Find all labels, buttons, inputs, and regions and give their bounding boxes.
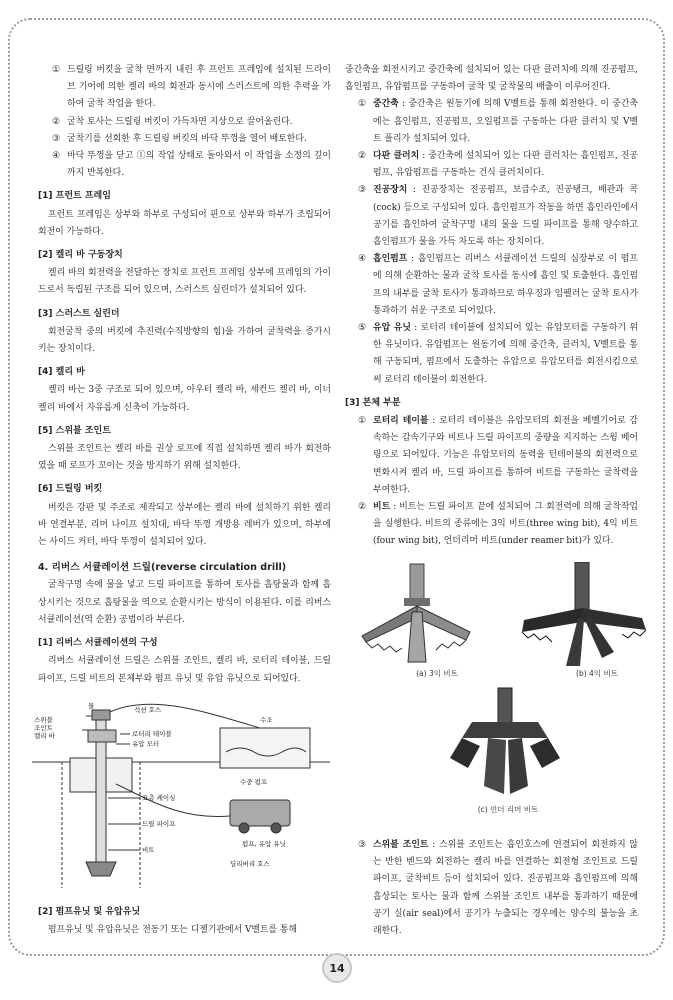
label-suction-pump: 수중 펌프 (240, 778, 268, 786)
caption-three-wing: (a) 3익 비트 (416, 669, 458, 678)
swivel-item (345, 837, 638, 940)
section-heading: [4] 켈리 바 (38, 367, 85, 378)
right-bottom (345, 837, 638, 940)
label-rotary: 로터리 테이블 (132, 730, 172, 738)
label-joint: 조인트 (34, 724, 53, 732)
label-water: 물 (88, 702, 95, 710)
suction-hose-line (110, 704, 260, 728)
section-heading: [1] 프런트 프레임 (38, 191, 111, 202)
rotary-table (88, 730, 116, 742)
three-wing-bit-image (362, 564, 470, 662)
list-item: ④ 바닥 뚜껑을 닫고 ①의 작업 상태로 돌아와서 이 작업을 소정의 깊이까지 반복한다. (52, 151, 331, 179)
list-item: ④ 흡인펌프 : 흡인펌프는 리버스 서큘레이션 드릴의 심장부로 이 펌프에 의해 순환하는 물과 굴착 토사를 동시에 흡인 및 토출한다. 흡인펌프의 내부를 굴착 토사가 통과하므로 하우징과 임펠러는 굴착 토사가 통과하기 쉬운 구조로 되어있다. (358, 254, 638, 316)
wheel (271, 823, 281, 833)
list-item: ① 중간축 : 중간축은 원동기에 의해 V벨트를 통해 회전한다. 이 중간축에는 흡인펌프, 진공펌프, 오일펌프를 구동하는 다판 클러치 및 V벨트 풀리가 설치되어 있다. (358, 99, 638, 144)
section-heading: [6] 드릴링 버킷 (38, 484, 103, 495)
label-swivel: 스위블 (34, 716, 53, 724)
left-bottom (38, 904, 331, 939)
label-water-tank: 수조 (260, 716, 273, 724)
pump-unit (230, 800, 290, 826)
list-item: ② 다판 클러치 : 중간축에 설치되어 있는 다판 클러치는 흡인펌프, 진공펌프, 유압펌프를 구동하는 건식 클러치이다. (358, 151, 638, 179)
section-body: 버킷은 강판 및 주조로 제작되고 상부에는 켈리 바에 설치하기 위한 켈리 바 연결부분, 리머 나이프 설치대, 바닥 뚜껑 개방용 레버가 있으며, 하부에는 사이드 커터, 바닥 뚜껑이 설치되어 있다. (38, 502, 331, 548)
pump-heading: [2] 펌프유닛 및 유압유닛 (38, 907, 141, 917)
config-heading: [1] 리버스 서큘레이션의 구성 (38, 638, 158, 649)
list-item: ③ 굴착기를 선회한 후 드릴링 버킷의 바닥 뚜껑을 열어 배토한다. (52, 133, 307, 144)
section-heading: [2] 켈리 바 구동장치 (38, 250, 123, 261)
body-items (345, 413, 638, 551)
unit-items (345, 96, 638, 388)
section-body: 스위블 조인트는 켈리 바를 권상 로프에 직접 설치하면 켈리 바가 회전하였을 때 로프가 꼬이는 것을 방지하기 위해 설치한다. (38, 444, 331, 472)
swivel-joint (92, 710, 110, 720)
label-drill-pipe: 드릴 파이프 (142, 820, 176, 828)
under-reamer-bit-image (450, 688, 560, 794)
list-item: ② 굴착 토사는 드릴링 버킷이 가득차면 지상으로 끌어올린다. (52, 116, 293, 127)
caption-four-wing: (b) 4익 비트 (576, 669, 618, 678)
left-column (38, 62, 331, 688)
config-body: 리버스 서큘레이션 드릴은 스위블 조인트, 켈리 바, 로터리 테이블, 드릴 파이프, 드릴 비트의 본체부와 펌프 유닛 및 유압 유닛으로 되어있다. (38, 656, 331, 684)
list-item: ① 로터리 테이블 : 로터리 테이블은 유압모터의 회전을 베벨기어로 감속하는 감속기구와 비트나 드릴 파이프의 중량을 지지하는 스윙 베어링으로 되어있다. 기능은 유압모터의 동력을 턴테이블의 회전력으로 변화시켜 켈리 바, 드릴 파이프를 통하여 비트를 구동하는 굴착력을 부여한다. (358, 416, 639, 495)
rcd-diagram (30, 700, 330, 890)
rcd-title: 4. 리버스 서큘레이션 드릴(reverse circulation drill) (38, 562, 287, 574)
bit-shape (86, 862, 116, 876)
list-item: ⑤ 유압 유닛 : 로터리 테이블에 설치되어 있는 유압모터를 구동하기 위한 유닛이다. 유압펌프는 원동기에 의해 중간축, 클러치, V벨트를 통해 구동되며, 펌프에서 도출하는 유압으로 유압모터를 회전시킴으로써 로터리 테이블이 회전한다. (358, 323, 638, 385)
section-heading: [5] 스위블 조인트 (38, 425, 111, 436)
section-body: 켈리 바의 회전력을 전달하는 장치로 프런트 프레임 상부에 프레임의 가이드로서 독립된 구조를 되어 있으며, 스러스트 실린더가 설치되어 있다. (38, 268, 331, 296)
label-bit: 비트 (142, 846, 155, 854)
list-item: ② 비트 : 비트는 드릴 파이프 끝에 설치되어 그 회전력에 의해 굴착작업을 실행한다. 비트의 종류에는 3익 비트(three wing bit), 4익 비트(four wing bit), 언더리머 비트(under reamer bit)가 있다. (358, 502, 638, 547)
section-body: 프런트 프레임은 상부와 하부로 구성되어 핀으로 상부와 하부가 조립되어 회전이 가능하다. (38, 209, 331, 237)
label-hyd-motor: 유압 모터 (132, 740, 160, 748)
section-heading: [3] 스러스트 실린더 (38, 308, 120, 319)
four-wing-bit-image (522, 562, 646, 666)
drilling-steps (38, 62, 331, 182)
right-column (345, 62, 638, 551)
pump-body: 펌프유닛 및 유압유닛은 전동기 또는 디젤기관에서 V벨트를 통해 (48, 925, 298, 936)
label-casing: 표층 케이싱 (142, 794, 176, 802)
list-item: ③ 진공장치 : 진공장치는 진공펌프, 보급수조, 진공탱크, 배관과 콕(cock) 등으로 구성되어 있다. 흡인펌프가 작동을 하면 흡인라인에서 공기를 흡인하여 굴착구멍 내의 물을 드릴 파이프를 통해 양수하고 흡인펌프가 물을 가득 차도록 하는 장치이다. (358, 185, 638, 248)
rcd-body: 굴착구멍 속에 물을 넣고 드릴 파이프를 통하여 토사를 흡탕물과 함께 흡상시키는 것으로 흡탕물을 역으로 순환시키는 방식이 이용된다. 이를 리버스 서큘레이션(역 순환) 공법이라 부른다. (38, 580, 331, 625)
body-heading: [3] 본체 부분 (345, 397, 401, 408)
list-item: ① 드릴링 버킷을 굴착 면까지 내린 후 프런트 프레임에 설치된 드라이브 기어에 의한 켈리 바의 회전과 동시에 스러스트에 의한 추력을 가하여 굴착 작업을 한다. (52, 65, 331, 110)
label-pump-unit: 펌프, 유압 유닛 (242, 840, 286, 848)
page-number: 14 (322, 953, 352, 983)
bit-illustrations (352, 562, 652, 830)
wheel (239, 823, 249, 833)
intro-text: 중간축을 회전시키고 중간축에 설치되어 있는 다판 클러치에 의해 진공펌프, 흡인펌프, 유압펌프를 구동하여 굴착 및 굴착물의 배출이 이루어진다. (345, 65, 638, 93)
caption-under-reamer: (c) 언더 리머 비트 (477, 805, 539, 814)
list-item: ③ 스위블 조인트 : 스위블 조인트는 흡인호스에 연결되어 회전하지 않는 반한 벤드와 회전하는 켈리 바를 연결하는 회전형 조인트로 드릴파이프, 굴착비트 등이 설치되어 있다. 진공펌프와 흡인펌프에 의해 흡상되는 토사는 물과 함께 스위블 조인트 내부를 통과하기 때문에 공기 실(air seal)에서 공기가 누출되는 경우에는 양수의 불능을 초래한다. (358, 840, 639, 937)
label-suction-hose: 석션 호스 (134, 706, 162, 714)
label-delivery-hose: 딜리버리 호스 (230, 860, 270, 868)
label-kelly: 켈리 바 (34, 732, 55, 740)
section-body: 회전굴착 중의 버킷에 추진력(수직방향의 힘)을 가하여 굴착력을 증가시키는 장치이다. (38, 326, 331, 355)
section-body: 켈리 바는 3중 구조로 되어 있으며, 아우터 켈리 바, 세컨드 켈리 바, 이너 켈리 바에서 자유롭게 신축이 가능하다. (38, 385, 331, 413)
